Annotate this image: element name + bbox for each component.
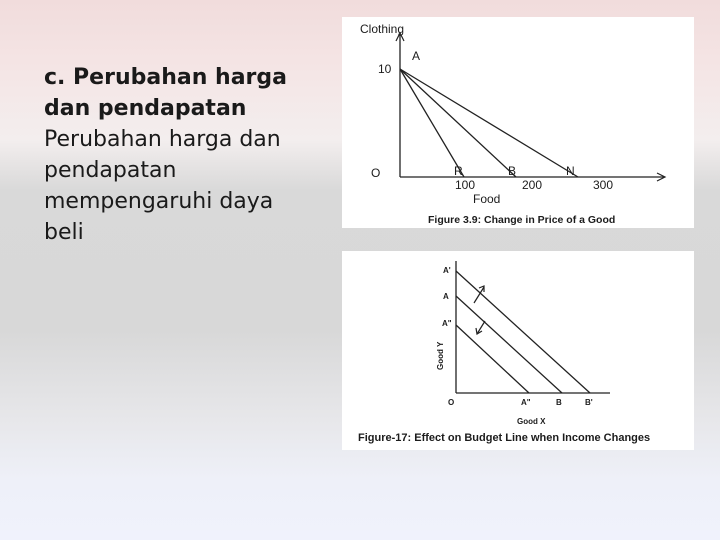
price-change-diagram bbox=[342, 17, 694, 228]
body-line-3: mempengaruhi daya bbox=[44, 189, 274, 214]
y-axis-label: Good Y bbox=[436, 341, 445, 370]
x-tick-300: 300 bbox=[593, 178, 614, 192]
x-axis-label: Food bbox=[473, 192, 501, 206]
budget-line-ab bbox=[400, 69, 516, 177]
figure-price-change bbox=[342, 17, 694, 228]
budget-line-a-double-prime bbox=[456, 325, 529, 393]
heading-line-2: dan pendapatan bbox=[44, 96, 247, 121]
point-a-double-prime-x-label: A" bbox=[521, 398, 531, 407]
x-tick-200: 200 bbox=[522, 178, 543, 192]
body-line-1: Perubahan harga dan bbox=[44, 127, 281, 152]
figure-income-change bbox=[342, 251, 694, 450]
x-axis-label: Good X bbox=[517, 417, 546, 426]
point-a-prime-label: A' bbox=[443, 266, 451, 275]
heading-line-1: c. Perubahan harga bbox=[44, 65, 287, 90]
x-tick-100: 100 bbox=[455, 178, 476, 192]
y-axis-label: Clothing bbox=[360, 22, 405, 36]
budget-line-an bbox=[400, 69, 578, 177]
figure-caption: Figure-17: Effect on Budget Line when Income Changes bbox=[358, 432, 651, 444]
point-a-label: A bbox=[412, 49, 421, 63]
income-change-diagram bbox=[342, 251, 694, 450]
slide-body bbox=[44, 124, 344, 248]
budget-line-ab bbox=[456, 296, 562, 393]
point-b-label: B bbox=[508, 164, 517, 178]
body-line-2: pendapatan bbox=[44, 158, 177, 183]
point-n-label: N bbox=[566, 164, 575, 178]
slide-heading bbox=[44, 62, 344, 124]
origin-label: O bbox=[371, 166, 381, 180]
point-b-prime-label: B' bbox=[585, 398, 593, 407]
y-tick-10: 10 bbox=[378, 62, 392, 76]
origin-label: O bbox=[448, 398, 455, 407]
body-line-4: beli bbox=[44, 220, 84, 245]
point-r-label: R bbox=[454, 164, 463, 178]
figure-caption: Figure 3.9: Change in Price of a Good bbox=[428, 214, 616, 226]
point-a-double-prime-label: A" bbox=[442, 319, 452, 328]
slide-text bbox=[44, 62, 344, 248]
point-b-label: B bbox=[556, 398, 562, 407]
budget-line-ar bbox=[400, 69, 464, 177]
point-a-label: A bbox=[443, 292, 449, 301]
